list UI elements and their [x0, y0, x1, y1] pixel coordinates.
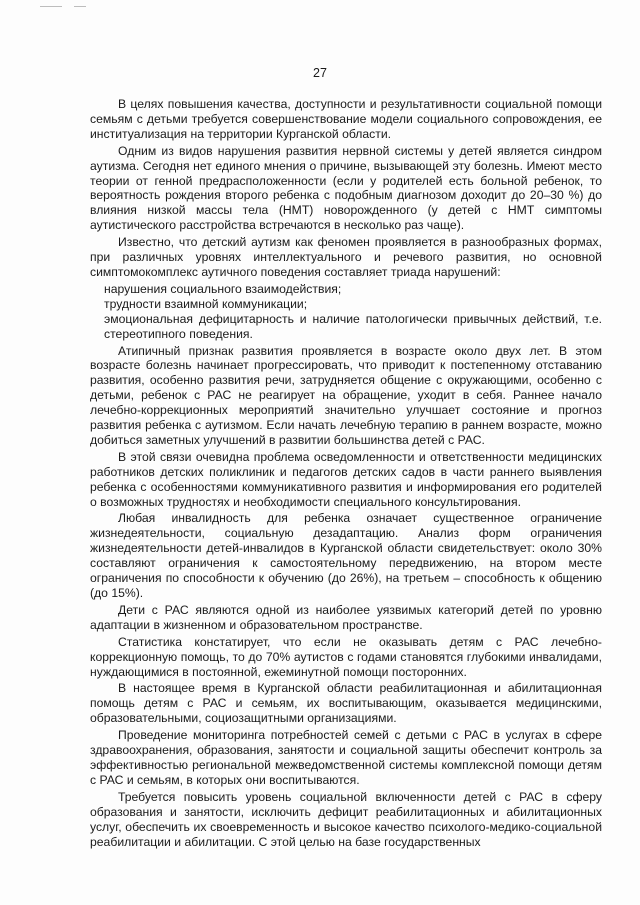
paragraph: В настоящее время в Курганской области реабилитационная и абилитационная помощь детям с РАС и семьям, их воспитывающим, оказывается медицинскими, образовательными, социозащитными организациями.: [90, 681, 602, 726]
paragraph: Любая инвалидность для ребенка означает существенное ограничение жизнедеятельности, социальную дезадаптацию. Анализ форм ограничения жизнедеятельности детей-инвалидов в Курганской области свидетельствует: около 30% составляют ограничения к самостоятельному передвижению, на втором месте ограничения по способности к обучению (до 26%), на третьем – способность к общению (до 15%).: [90, 511, 602, 600]
paragraph: Проведение мониторинга потребностей семей с детьми с РАС в услугах в сфере здравоохранения, образования, занятости и социальной защиты обеспечит контроль за эффективностью региональной межведомственной системы комплексной помощи детям с РАС и семьям, в которых они воспитываются.: [90, 728, 602, 787]
triad-item: эмоциональная дефицитарность и наличие патологически привычных действий, т.е. стереотипного поведения.: [104, 311, 602, 341]
paragraph: Одним из видов нарушения развития нервной системы у детей является синдром аутизма. Сегодня нет единого мнения о причине, вызывающей эту болезнь. Имеют место теории от генной предрасположенности (если у родителей есть больной ребенок, то вероятность рождения второго ребенка с подобным диагнозом доходит до 20–30 %) до влияния низкой массы тела (НМТ) новорожденного (у детей с НМТ симптомы аутистического расстройства встречаются в несколько раз чаще).: [90, 143, 602, 233]
triad-item: трудности взаимной коммуникации;: [104, 296, 308, 311]
paragraph: Атипичный признак развития проявляется в возрасте около двух лет. В этом возрасте болезнь начинает прогрессировать, что приводит к постепенному отставанию развития, особенно развития речи, затрудняется общение с окружающими, особенно с детьми, ребенок с РАС не реагирует на обращение, уходит в себя. Раннее начало лечебно-коррекционных мероприятий значительно улучшает состояние и прогноз развития ребенка с аутизмом. Если начать лечебную терапию в раннем возрасте, можно добиться заметных улучшений в развитии большинства детей с РАС.: [90, 343, 602, 447]
scan-artifact: [40, 6, 62, 7]
body-text: [90, 97, 602, 851]
paragraph: В этой связи очевидна проблема осведомленности и ответственности медицинских работников детских поликлиник и педагогов детских садов в части раннего выявления ребенка с особенностями коммуникативного развития и информирования его родителей о возможных трудностях и необходимости специального консультирования.: [90, 449, 602, 509]
paragraph: Статистика констатирует, что если не оказывать детям с РАС лечебно-коррекционную помощь, то до 70% аутистов с годами становятся глубокими инвалидами, нуждающимися в постоянной, ежеминутной помощи посторонних.: [90, 634, 602, 679]
paragraph: Известно, что детский аутизм как феномен проявляется в разнообразных формах, при различных уровнях интеллектуального и речевого развития, но основной симптомокомплекс аутичного поведения составляет триада нарушений:: [90, 235, 602, 279]
page-number: 27: [313, 66, 327, 80]
scan-artifact: [74, 6, 86, 7]
paragraph: Дети с РАС являются одной из наиболее уязвимых категорий детей по уровню адаптации в жизненном и образовательном пространстве.: [90, 602, 602, 632]
paragraph: Требуется повысить уровень социальной включенности детей с РАС в сферу образования и занятости, исключить дефицит реабилитационных и абилитационных услуг, обеспечить их своевременность и высокое качество психолого-медико-социальной реабилитации и абилитации. С этой целью на базе государственных: [90, 789, 602, 849]
paragraph: В целях повышения качества, доступности и результативности социальной помощи семьям с детьми требуется совершенствование модели социального сопровождения, ее институализация на территории Курганской области.: [90, 97, 602, 141]
triad-item: нарушения социального взаимодействия;: [104, 281, 342, 296]
